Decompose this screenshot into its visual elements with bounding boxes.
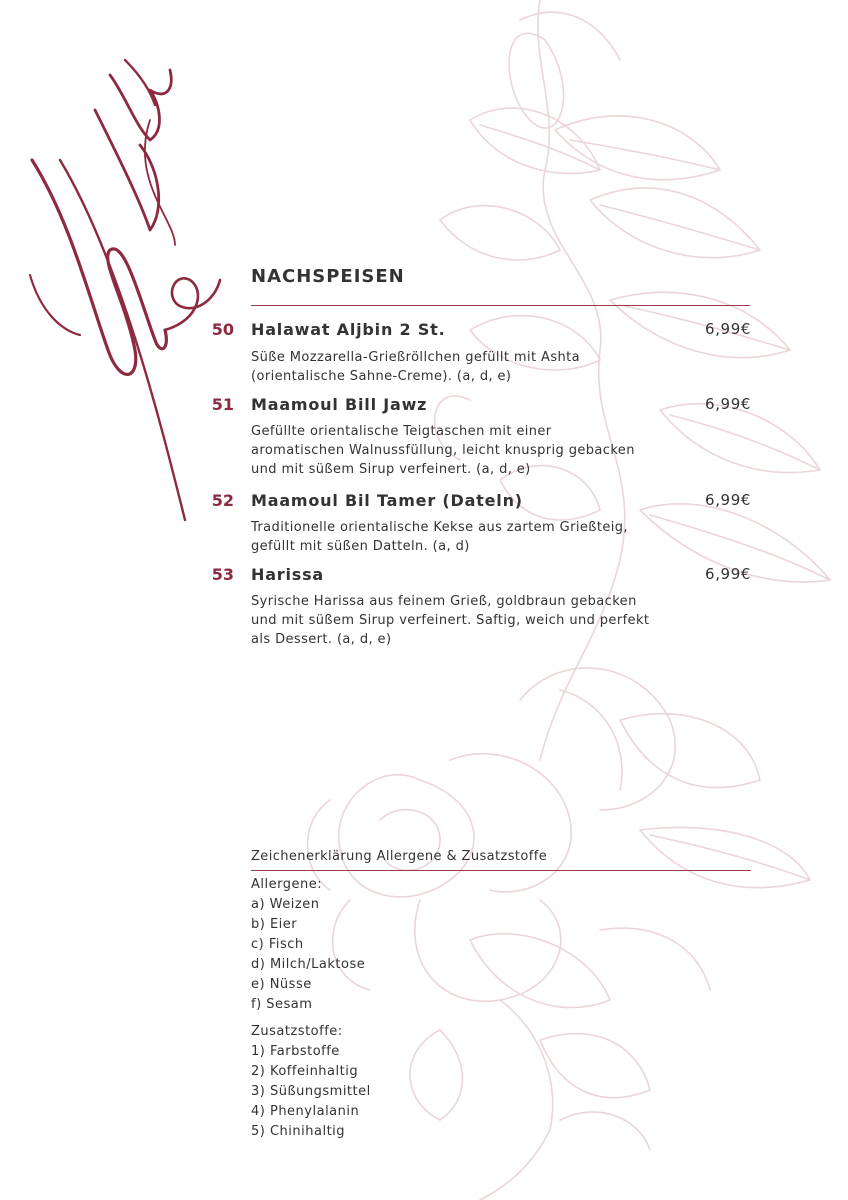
allergen-entry: c) Fisch	[251, 937, 304, 952]
item-number: 53	[211, 565, 234, 584]
menu-script-logo	[0, 0, 240, 540]
item-name: Maamoul Bill Jawz	[251, 395, 428, 414]
item-description: Gefüllte orientalische Teigtaschen mit einer aromatischen Walnussfüllung, leicht knusprig gebacken und mit süßem Sirup verfeinert. (a, d, e)	[251, 424, 635, 477]
item-price: 6,99€	[705, 565, 751, 583]
additives-heading: Zusatzstoffe:	[251, 1024, 343, 1039]
allergen-entry: f) Sesam	[251, 997, 313, 1012]
additives-list	[251, 1022, 371, 1142]
allergen-entry: e) Nüsse	[251, 977, 312, 992]
item-name: Halawat Aljbin 2 St.	[251, 320, 446, 339]
additive-entry: 3) Süßungsmittel	[251, 1084, 371, 1099]
legend-title: Zeichenerklärung Allergene & Zusatzstoffe	[251, 849, 548, 864]
allergens-list	[251, 875, 365, 1015]
additive-entry: 1) Farbstoffe	[251, 1044, 340, 1059]
additive-entry: 5) Chinihaltig	[251, 1124, 346, 1139]
item-description: Süße Mozzarella-Grießröllchen gefüllt mit Ashta (orientalische Sahne-Creme). (a, d, e)	[251, 350, 581, 384]
item-name: Harissa	[251, 565, 325, 584]
item-number: 51	[211, 395, 234, 414]
item-description: Traditionelle orientalische Kekse aus zartem Grießteig, gefüllt mit süßen Datteln. (a, d)	[251, 520, 628, 554]
item-price: 6,99€	[705, 395, 751, 413]
section-divider	[251, 305, 750, 306]
allergen-entry: b) Eier	[251, 917, 298, 932]
item-number: 52	[211, 491, 234, 510]
item-price: 6,99€	[705, 320, 751, 338]
item-number: 50	[211, 320, 234, 339]
item-price: 6,99€	[705, 491, 751, 509]
item-name: Maamoul Bil Tamer (Dateln)	[251, 491, 523, 510]
allergen-entry: d) Milch/Laktose	[251, 957, 366, 972]
allergen-entry: a) Weizen	[251, 897, 320, 912]
section-title: NACHSPEISEN	[251, 266, 405, 287]
legend-divider	[251, 870, 751, 871]
additive-entry: 4) Phenylalanin	[251, 1104, 360, 1119]
allergens-heading: Allergene:	[251, 877, 323, 892]
item-description: Syrische Harissa aus feinem Grieß, goldbraun gebacken und mit süßem Sirup verfeinert. Saftig, weich und perfekt als Dessert. (a, d, e)	[251, 594, 650, 647]
additive-entry: 2) Koffeinhaltig	[251, 1064, 359, 1079]
